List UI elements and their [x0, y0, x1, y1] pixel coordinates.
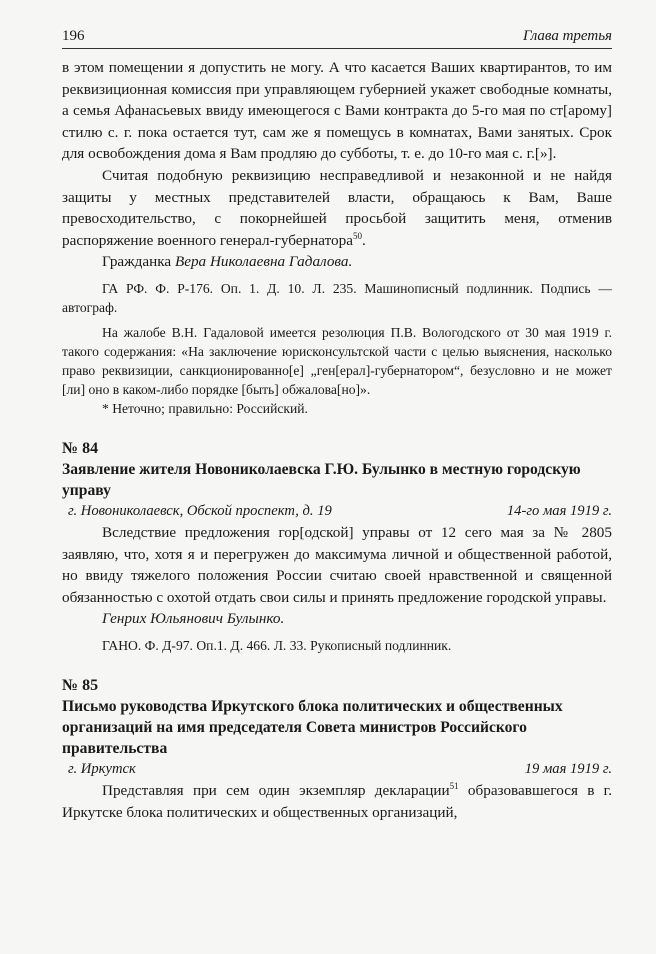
document-page	[62, 28, 612, 823]
archive-reference: ГАНО. Ф. Д-97. Оп.1. Д. 466. Л. 33. Рукописный подлинник.	[102, 637, 452, 653]
signature: Генрих Юльянович Булынко.	[102, 610, 285, 628]
document-title-85: Письмо руководства Иркутского блока политических и общественных организаций на имя председателя Совета министров Российского правительства	[62, 697, 563, 757]
footnote-ref[interactable]: 50	[352, 230, 362, 241]
document-body-84: Вследствие предложения гор[одской] управы от 12 сего мая за № 2805 заявляю, что, хотя я и перегружен до максимума личной и общественной работой, но ввиду тяжелого положения России считаю своей нравственной и священной обязанностью с охотой отдать свои силы и принять предложение городской управы.	[62, 523, 612, 606]
date: 19 мая 1919 г.	[524, 760, 612, 777]
date: 14-го мая 1919 г.	[506, 502, 612, 519]
document-number-85: № 85	[62, 676, 99, 694]
place: г. Новониколаевск, Обской проспект, д. 19	[68, 502, 332, 519]
paragraph: в этом помещении я допустить не могу. А что касается Ваших квартирантов, то им реквизиционная комиссия при управляющем губернией укажет свободные комнаты, а семья Афанасьевых ввиду имеющегося с Вами контракта до 5-го мая по ст[арому] стилю с. г. пока остается тут, сам же я помещусь в комнатах, Вами занятых. Срок для освобождения дома я Вам продляю до субботы, т. е. до 10-го мая с. г.[»].	[62, 59, 612, 163]
resolution-note: На жалобе В.Н. Гадаловой имеется резолюция П.В. Вологодского от 30 мая 1919 г. такого содержания: «На заключение юрисконсультской части с целью выяснения, насколько право реквизиции, санкционированно[е] „ген[ерал]-губернатором“, безусловно и не может [ли] оно в каком-либо порядке [быть] обжалова[но]».	[62, 324, 612, 397]
document-body-85: Представляя при сем один экземпляр декларации$^{51}$ образовавшегося в г. Иркутске блока политических и общественных организаций,	[62, 780, 612, 821]
place: г. Иркутск	[68, 760, 136, 777]
page-number: 196	[62, 28, 85, 44]
document-place-date-85	[62, 759, 612, 780]
page-header	[62, 28, 612, 49]
paragraph: Считая подобную реквизицию несправедливой и незаконной и не найдя защиты у местных представителей власти, обращаюсь к Вам, Ваше превосходительство, с покорнейшей просьбой защитить меня, отменив распоряжение военного генерал-губернатора$^{50}$.	[62, 166, 612, 249]
footnote: * Неточно; правильно: Российский.	[102, 400, 308, 416]
signature: Гражданка Вера Николаевна Гадалова.	[102, 253, 353, 271]
document-place-date-84	[62, 501, 612, 522]
archive-reference: ГА РФ. Ф. Р-176. Оп. 1. Д. 10. Л. 235. Машинописный подлинник. Подпись — автограф.	[62, 280, 612, 315]
document-title-84: Заявление жителя Новониколаевска Г.Ю. Булынко в местную городскую управу	[62, 460, 581, 499]
chapter-title: Глава третья	[522, 28, 612, 44]
document-number-84: № 84	[62, 439, 99, 457]
footnote-ref[interactable]: 51	[449, 780, 459, 791]
